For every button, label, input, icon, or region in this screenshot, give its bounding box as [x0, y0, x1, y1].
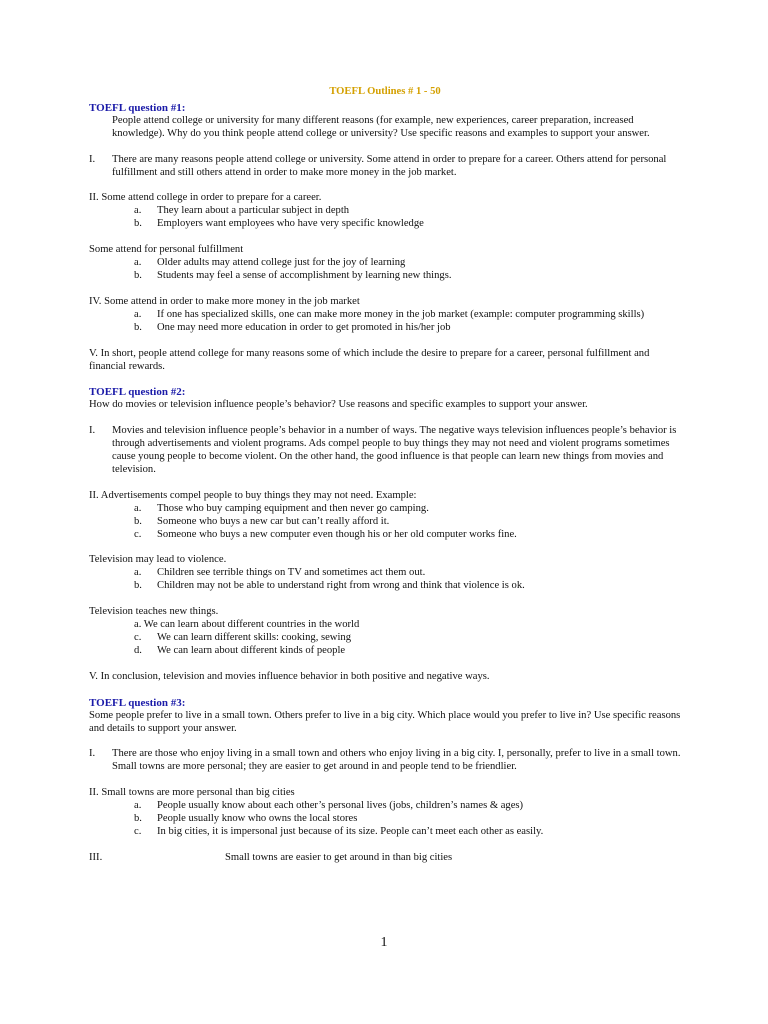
list-item	[134, 632, 681, 645]
list-item	[134, 567, 681, 580]
list-text: Employers want employees who have very specific knowledge	[157, 218, 424, 230]
list-letter: d.	[134, 644, 142, 656]
section-heading	[89, 490, 681, 503]
section-heading: Some attend for personal fulfillment	[89, 244, 244, 256]
list-letter: a.	[134, 502, 142, 514]
section-text: Small towns are easier to get around in than big cities	[225, 851, 453, 863]
q1-section-v	[89, 348, 681, 374]
section-text: Advertisements compel people to buy things they may not need. Example:	[100, 489, 417, 501]
document-page	[89, 86, 681, 865]
list-item	[134, 529, 681, 542]
roman-numeral: I.	[89, 425, 96, 437]
list-letter: b.	[134, 218, 142, 230]
list-letter: a.	[134, 257, 142, 269]
list-text: Children see terrible things on TV and sometimes act them out.	[157, 567, 426, 579]
section-text	[89, 671, 681, 684]
list-letter: a.	[134, 800, 142, 812]
list-item	[134, 218, 681, 231]
list-letter: b.	[134, 580, 142, 592]
list-item	[134, 580, 681, 593]
question-1-heading: TOEFL question #1:	[89, 101, 186, 114]
list-text: We can learn about different kinds of people	[157, 644, 346, 656]
list-text: Older adults may attend college just for the joy of learning	[157, 257, 406, 269]
section-heading: Television may lead to violence.	[89, 554, 227, 566]
section-text: Some attend in order to make more money in the job market	[104, 295, 360, 307]
list-text: Those who buy camping equipment and then never go camping.	[157, 502, 429, 514]
question-3-prompt: Some people prefer to live in a small town. Others prefer to live in a big city. Which place would you prefer to live in? Use specific reasons and details to support your answer.	[89, 709, 681, 734]
list-text: Children may not be able to understand right from wrong and think that violence is ok.	[157, 580, 525, 592]
q3-section-iii	[89, 852, 681, 865]
section-heading	[89, 192, 681, 205]
list-text: Someone who buys a new computer even though his or her old computer works fine.	[157, 528, 517, 540]
list-text: In big cities, it is impersonal just because of its size. People can’t meet each other as easily.	[157, 825, 544, 837]
list-letter: c.	[134, 528, 142, 540]
list-item	[134, 813, 681, 826]
roman-numeral: III.	[89, 851, 103, 863]
roman-numeral: I.	[89, 748, 96, 760]
q3-section-ii	[89, 787, 681, 839]
list-letter: b.	[134, 269, 142, 281]
list-item	[134, 826, 681, 839]
q2-section-ii	[89, 490, 681, 542]
section-text	[89, 348, 681, 374]
list-item	[134, 322, 681, 335]
list-item	[134, 800, 681, 813]
list-item	[134, 516, 681, 529]
section-heading: Television teaches new things.	[89, 606, 219, 618]
roman-numeral: II.	[89, 489, 99, 501]
section-text: Some attend college in order to prepare for a career.	[101, 192, 322, 204]
list-text: People usually know about each other’s personal lives (jobs, children’s names & ages)	[157, 800, 524, 812]
section-text: There are many reasons people attend college or university. Some attend in order to prepare for a career. Others attend for personal fulfillment and still others attend in order to make more money in the job market.	[112, 153, 667, 178]
question-1-prompt: People attend college or university for many different reasons (for example, new experiences, career preparation, increased knowledge). Why do you think people attend college or university? Use specific reasons and examples to support your answer.	[112, 114, 650, 139]
list-item	[134, 309, 681, 322]
list-text: Students may feel a sense of accomplishment by learning new things.	[157, 269, 452, 281]
list-letter: c.	[134, 825, 142, 837]
list-letter: b.	[134, 321, 142, 333]
list-text: They learn about a particular subject in depth	[157, 205, 350, 217]
list-letter: a.	[134, 205, 142, 217]
q2-section-iii	[89, 554, 681, 593]
section-heading	[89, 296, 681, 309]
section-text: There are those who enjoy living in a small town and others who enjoy living in a big city. I, personally, prefer to live in a small town. Small towns are more personal; they are easier to get around in and people tend to be friendlier.	[112, 748, 681, 773]
roman-numeral: I.	[89, 153, 96, 165]
roman-numeral: II.	[89, 787, 99, 799]
q1-section-ii	[89, 192, 681, 231]
list-item: a. We can learn about different countries in the world	[134, 619, 360, 631]
section-body: In short, people attend college for many reasons some of which include the desire to prepare for a career, personal fulfillment and financial rewards.	[89, 347, 650, 372]
question-3-heading: TOEFL question #3:	[89, 696, 186, 709]
section-heading	[89, 787, 681, 800]
list-text: One may need more education in order to get promoted in his/her job	[157, 321, 451, 333]
section-body: In conclusion, television and movies influence behavior in both positive and negative ways.	[100, 670, 490, 682]
q2-section-iv	[89, 606, 681, 658]
section-text: Movies and television influence people’s behavior in a number of ways. The negative ways television influences people’s behavior is through advertisements and violent programs. Ads compel people to buy things they may not need and violent programs sometimes cause young people to become violent. On the other hand, the good influence is that people can learn new things from movies and television.	[112, 425, 677, 475]
list-letter: a.	[134, 308, 142, 320]
q2-section-v	[89, 671, 681, 684]
page-number: 1	[380, 935, 388, 950]
roman-numeral: IV.	[89, 295, 102, 307]
list-text: People usually know who owns the local stores	[157, 813, 358, 825]
list-letter: b.	[134, 515, 142, 527]
q2-section-i	[89, 425, 681, 477]
list-item	[134, 645, 681, 658]
question-2-prompt: How do movies or television influence people’s behavior? Use reasons and specific examples to support your answer.	[89, 399, 588, 411]
list-item	[134, 205, 681, 218]
list-text: We can learn different skills: cooking, sewing	[157, 632, 351, 643]
list-letter: c.	[134, 632, 142, 643]
list-letter: a.	[134, 567, 142, 579]
list-item	[134, 257, 681, 270]
roman-numeral: V.	[89, 347, 98, 359]
list-item	[134, 270, 681, 283]
q1-section-iii	[89, 244, 681, 283]
page-title: TOEFL Outlines # 1 - 50	[329, 86, 441, 97]
roman-numeral: V.	[89, 670, 98, 682]
list-text: If one has specialized skills, one can make more money in the job market (example: computer programming skills)	[157, 308, 645, 320]
question-2-heading: TOEFL question #2:	[89, 386, 186, 399]
q3-section-i	[89, 748, 681, 774]
section-text: Small towns are more personal than big cities	[101, 787, 295, 799]
q1-section-i	[89, 154, 681, 180]
list-letter: b.	[134, 813, 142, 825]
list-item	[134, 503, 681, 516]
roman-numeral: II.	[89, 192, 99, 204]
list-text: Someone who buys a new car but can’t really afford it.	[157, 515, 390, 527]
q1-section-iv	[89, 296, 681, 335]
